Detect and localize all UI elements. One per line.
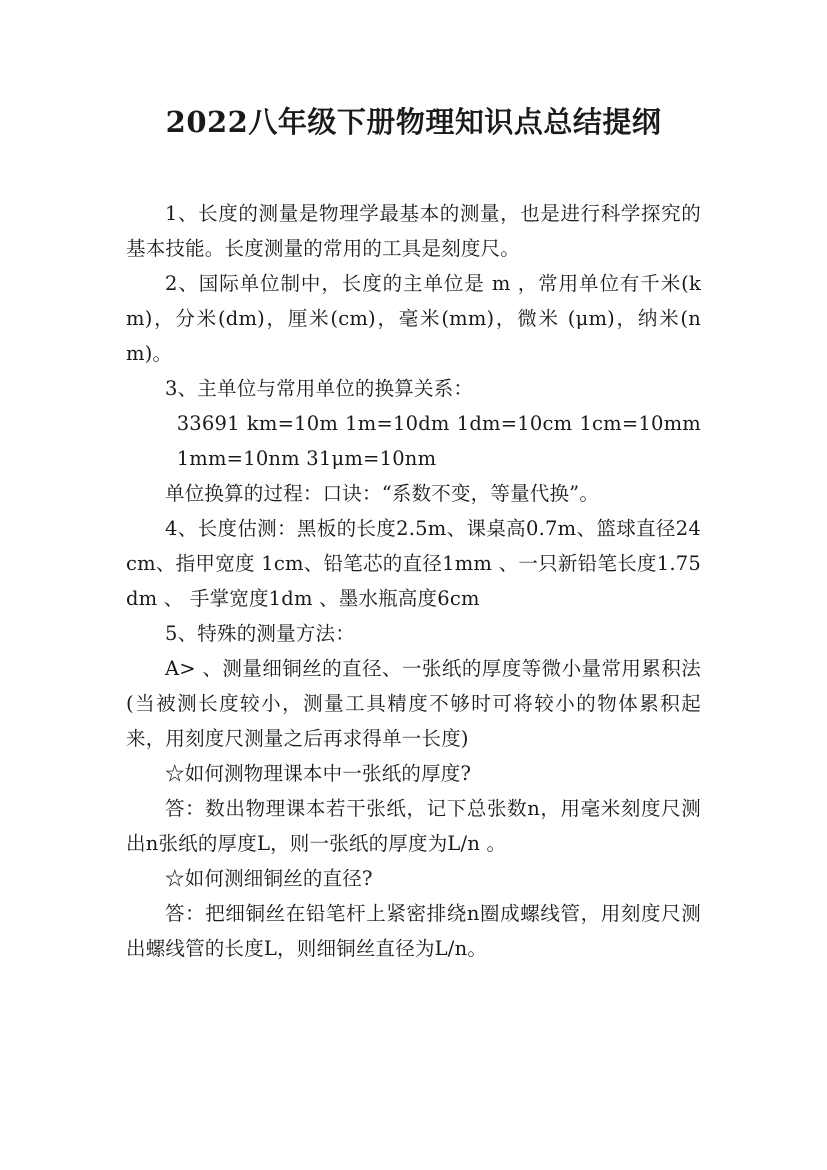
answer-paper-thickness: 答：数出物理课本若干张纸，记下总张数n，用毫米刻度尺测出n张纸的厚度L，则一张纸的厚度为L/n 。 <box>126 797 701 855</box>
question-paper-thickness: ☆如何测物理课本中一张纸的厚度? <box>165 762 472 785</box>
paragraph-conversion-heading: 3、主单位与常用单位的换算关系： <box>165 377 474 400</box>
document-body <box>126 196 701 966</box>
paragraph-accumulation-method: A> 、测量细铜丝的直径、一张纸的厚度等微小量常用累积法(当被测长度较小，测量工具精度不够时可将较小的物体累积起来，用刻度尺测量之后再求得单一长度) <box>126 657 701 750</box>
paragraph-si-units: 2、国际单位制中，长度的主单位是 m ，常用单位有千米(km)，分米(dm)，厘米(cm)，毫米(mm)，微米 (μm)，纳米(nm)。 <box>126 272 701 365</box>
paragraph-conversion-formulas: 33691 km=10m 1m=10dm 1dm=10cm 1cm=10mm 1mm=10nm 31μm=10nm <box>176 412 701 470</box>
paragraph-length-measurement: 1、长度的测量是物理学最基本的测量，也是进行科学探究的基本技能。长度测量的常用的工具是刻度尺。 <box>126 202 701 260</box>
paragraph-conversion-process: 单位换算的过程：口诀：“系数不变，等量代换”。 <box>165 482 600 505</box>
answer-wire-diameter: 答：把细铜丝在铅笔杆上紧密排绕n圈成螺线管，用刻度尺测出螺线管的长度L，则细铜丝直径为L/n。 <box>126 902 701 960</box>
page-title: 2022八年级下册物理知识点总结提纲 <box>165 105 662 139</box>
paragraph-special-methods: 5、特殊的测量方法： <box>165 622 355 645</box>
question-wire-diameter: ☆如何测细铜丝的直径? <box>165 867 373 890</box>
paragraph-length-estimates: 4、长度估测：黑板的长度2.5m、课桌高0.7m、篮球直径24cm、指甲宽度 1cm、铅笔芯的直径1mm 、一只新铅笔长度1.75dm 、 手掌宽度1dm 、墨水瓶高度6cm <box>126 517 701 610</box>
